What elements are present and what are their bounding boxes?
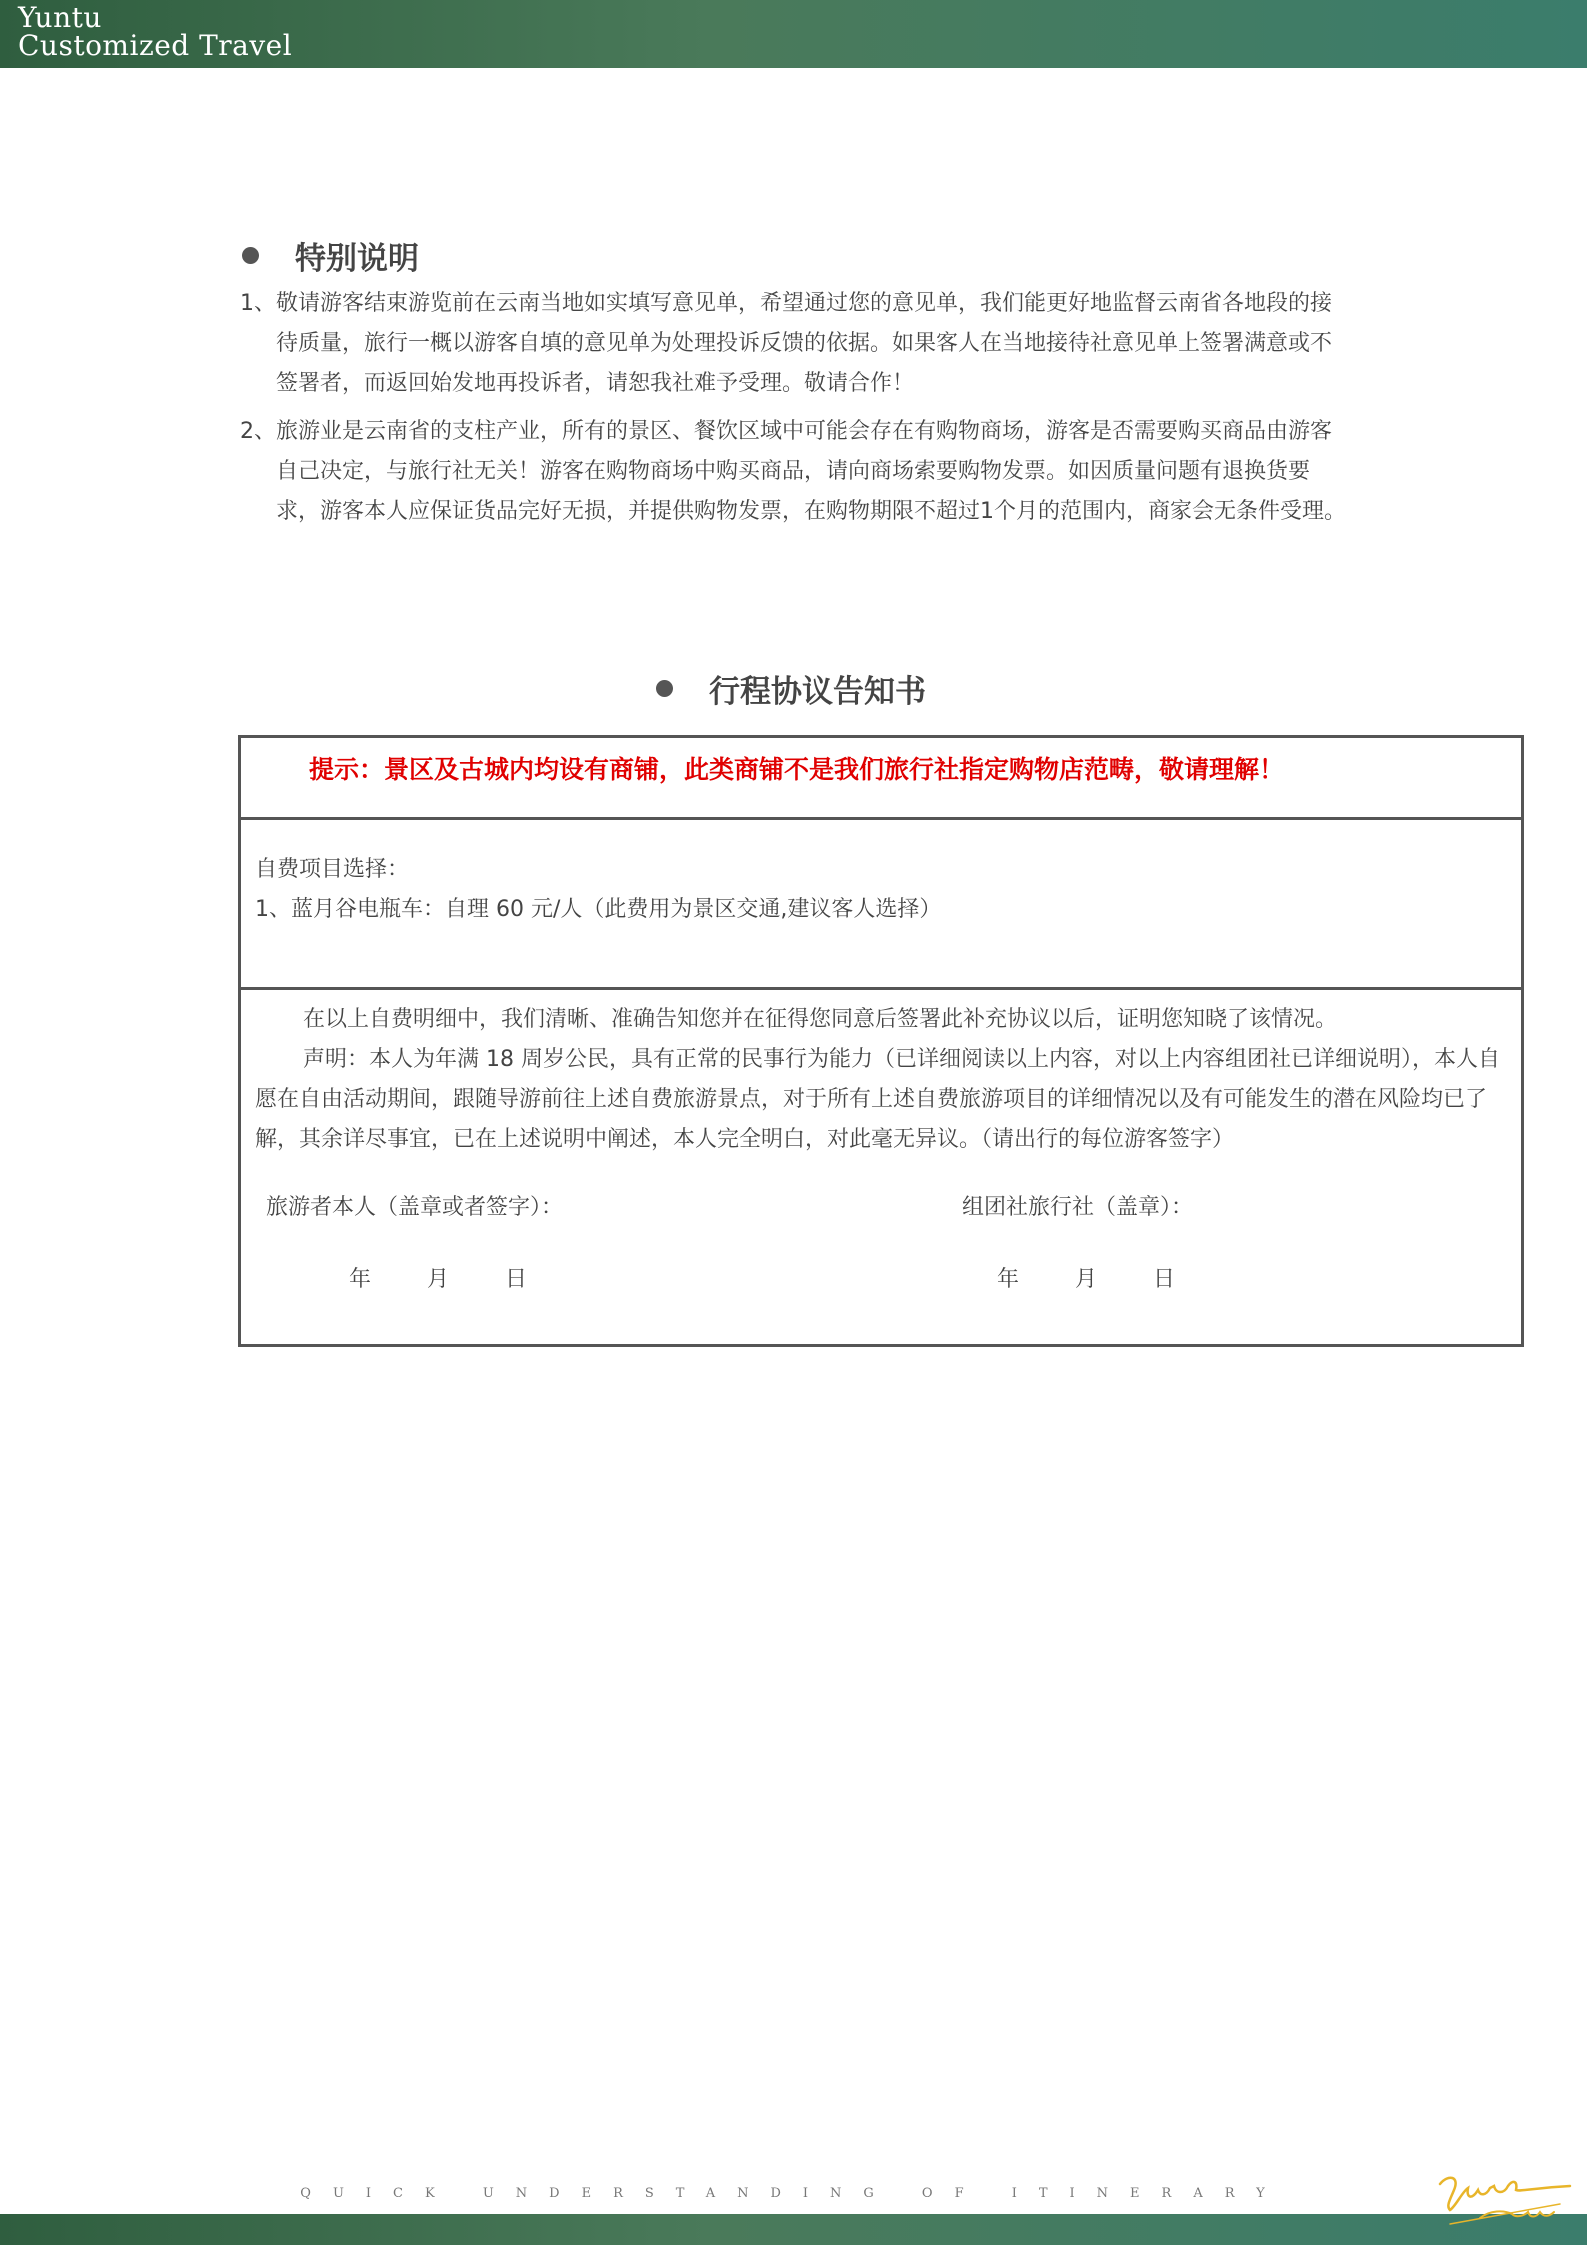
date-day: 日: [1153, 1267, 1176, 1292]
declaration-row: [241, 990, 1521, 1344]
declaration-paragraph: 声明：本人为年满 18 周岁公民，具有正常的民事行为能力（已详细阅读以上内容，对以上内容组团社已详细说明），本人自愿在自由活动期间，跟随导游前往上述自费旅游景点，对于所有上述自费旅游项目的详细情况以及有可能发生的潜在风险均已了解，其余详尽事宜，已在上述说明中阐述，本人完全明白，对此毫无异议。（请出行的每位游客签字）: [255, 1047, 1500, 1152]
self-pay-item: 1、蓝月谷电瓶车：自理 60 元/人（此费用为景区交通,建议客人选择）: [255, 897, 942, 922]
special-notes-heading: [242, 233, 419, 278]
brand-line-2: Customized Travel: [18, 29, 293, 62]
signature-logo-icon: [1420, 2166, 1580, 2236]
traveler-date: [349, 1262, 583, 1293]
special-notes-title: 特别说明: [295, 241, 419, 277]
list-item: [240, 284, 1350, 404]
list-item: [240, 412, 1350, 532]
self-pay-section: [255, 850, 941, 930]
list-item-number: 1、: [240, 291, 276, 316]
agency-date: [997, 1262, 1231, 1293]
declaration-text: [255, 1000, 1517, 1160]
tip-row: [241, 738, 1521, 820]
agency-stamp-label: 组团社旅行社（盖章）：: [962, 1195, 1194, 1220]
date-year: 年: [349, 1267, 372, 1292]
date-month: 月: [1075, 1267, 1098, 1292]
agreement-heading: [656, 666, 926, 711]
brand-logo: [18, 1, 293, 62]
list-item-text: 旅游业是云南省的支柱产业，所有的景区、餐饮区域中可能会存在有购物商场，游客是否需要购买商品由游客自己决定，与旅行社无关！游客在购物商场中购买商品，请向商场索要购物发票。如因质量问题有退换货要求，游客本人应保证货品完好无损，并提供购物发票，在购物期限不超过1个月的范围内，商家会无条件受理。: [276, 419, 1347, 524]
header-bar: [0, 0, 1587, 68]
shopping-tip: 提示：景区及古城内均设有商铺，此类商铺不是我们旅行社指定购物店范畴，敬请理解！: [309, 755, 1285, 784]
footer-bar: [0, 2214, 1587, 2245]
agreement-table: [238, 735, 1524, 1347]
confirmation-paragraph: 在以上自费明细中，我们清晰、准确告知您并在征得您同意后签署此补充协议以后，证明您知晓了该情况。: [303, 1007, 1338, 1032]
self-pay-row: [241, 820, 1521, 990]
bullet-icon: [656, 680, 673, 697]
date-day: 日: [505, 1267, 528, 1292]
date-month: 月: [427, 1267, 450, 1292]
list-item-number: 2、: [240, 419, 276, 444]
bullet-icon: [242, 247, 259, 264]
list-item-text: 敬请游客结束游览前在云南当地如实填写意见单，希望通过您的意见单，我们能更好地监督云南省各地段的接待质量，旅行一概以游客自填的意见单为处理投诉反馈的依据。如果客人在当地接待社意见单上签署满意或不签署者，而返回始发地再投诉者，请恕我社难予受理。敬请合作！: [276, 291, 1333, 396]
footer-tagline: QUICK UNDERSTANDING OF ITINERARY: [300, 2186, 1287, 2201]
brand-line-1: Yuntu: [18, 1, 102, 34]
self-pay-heading: 自费项目选择：: [255, 857, 410, 882]
date-year: 年: [997, 1267, 1020, 1292]
agreement-title: 行程协议告知书: [709, 674, 926, 710]
traveler-signature-label: 旅游者本人（盖章或者签字）：: [266, 1195, 564, 1220]
special-notes-list: [240, 284, 1350, 540]
